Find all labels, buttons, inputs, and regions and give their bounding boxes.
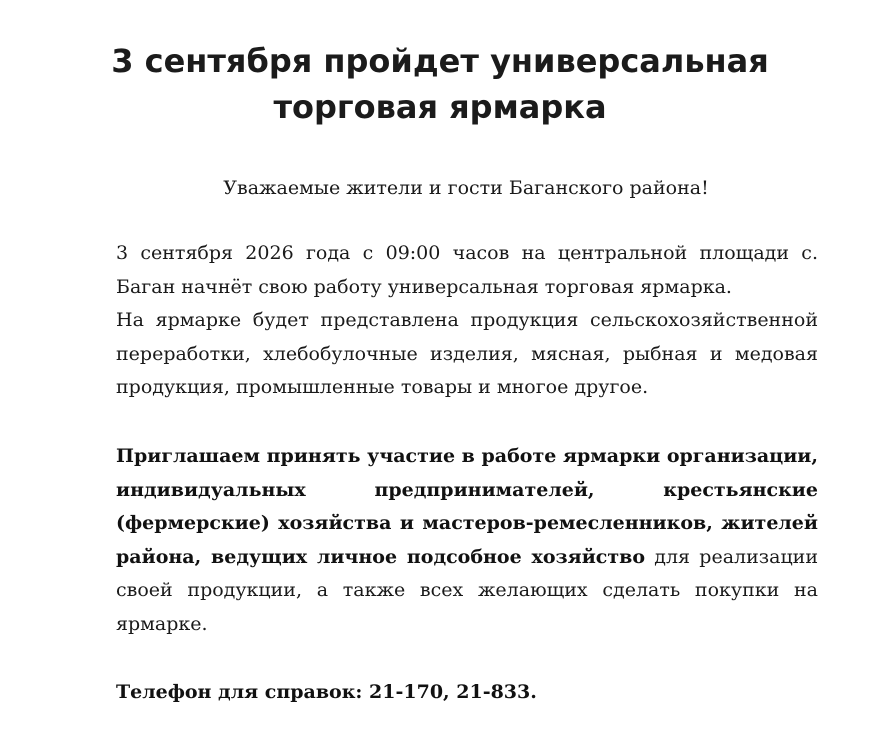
title-line: 3 сентября пройдет универсальная bbox=[111, 42, 769, 80]
invitation-line: (фермерские) хозяйства и мастеров-ремесленников, жителей bbox=[116, 512, 818, 534]
invitation-line: своей продукции, а также всех желающих сделать покупки на bbox=[116, 579, 818, 601]
page-title bbox=[80, 38, 800, 130]
intro-line: переработки, хлебобулочные изделия, мясная, рыбная и медовая bbox=[116, 342, 818, 365]
intro-line: продукция, промышленные товары и многое другое. bbox=[116, 376, 649, 398]
invitation-line: Приглашаем принять участие в работе ярмарки организации, bbox=[116, 445, 818, 467]
invitation-regular-text: для реализации bbox=[645, 545, 818, 568]
invitation-line: индивидуальных предпринимателей, крестьянские bbox=[116, 478, 818, 501]
intro-line: На ярмарке будет представлена продукция сельскохозяйственной bbox=[116, 309, 818, 331]
greeting: Уважаемые жители и гости Баганского района! bbox=[223, 177, 709, 199]
invitation-bold-text: района, ведущих личное подсобное хозяйство bbox=[116, 545, 646, 568]
intro-paragraph bbox=[116, 237, 818, 405]
contact-phone: Телефон для справок: 21-170, 21-833. bbox=[116, 681, 537, 703]
invitation-line: ярмарке. bbox=[116, 612, 208, 635]
intro-line: 3 сентября 2026 года с 09:00 часов на центральной площади с. bbox=[116, 242, 818, 264]
title-line: торговая ярмарка bbox=[273, 88, 607, 126]
intro-line: Баган начнёт свою работу универсальная торговая ярмарка. bbox=[116, 275, 732, 298]
invitation-paragraph bbox=[116, 440, 818, 641]
invitation-line bbox=[116, 541, 818, 575]
